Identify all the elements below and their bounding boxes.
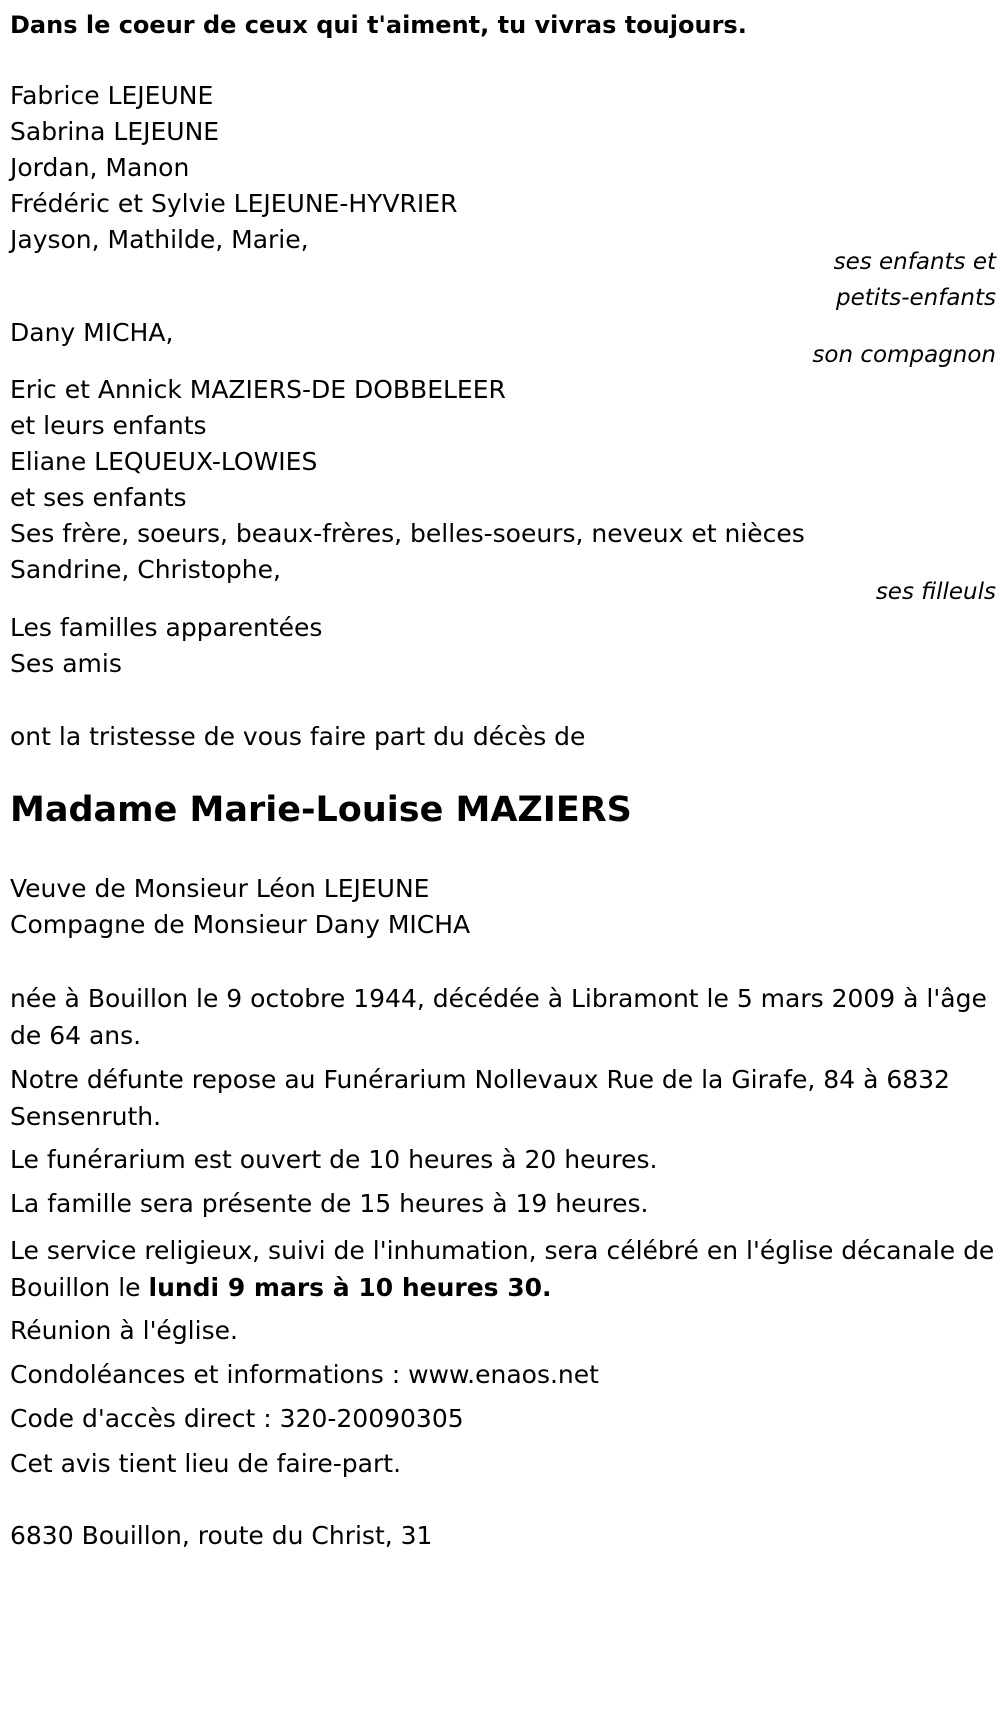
family-line: et leurs enfants xyxy=(10,411,207,440)
child-line: Sabrina LEJEUNE xyxy=(10,117,220,146)
family-line: et ses enfants xyxy=(10,483,187,512)
service-date: lundi 9 mars à 10 heures 30. xyxy=(148,1273,552,1302)
child-line: Jordan, Manon xyxy=(10,153,190,182)
companion-line: Dany MICHA, xyxy=(10,318,174,347)
godchildren-role: ses filleuls xyxy=(875,579,996,605)
opening-hours: Le funérarium est ouvert de 10 heures à 20 heures. xyxy=(10,1145,658,1174)
others-line: Ses amis xyxy=(10,649,122,678)
children-role: petits-enfants xyxy=(836,285,996,311)
family-line: Eric et Annick MAZIERS-DE DOBBELEER xyxy=(10,375,506,404)
child-line: Jayson, Mathilde, Marie, xyxy=(10,225,309,254)
rest-place: Notre défunte repose au Funérarium Nollevaux Rue de la Girafe, 84 à 6832 Sensenruth. xyxy=(10,1065,950,1131)
service-paragraph xyxy=(10,1232,996,1306)
condolences: Condoléances et informations : www.enaos.net xyxy=(10,1360,599,1389)
epigraph: Dans le coeur de ceux qui t'aiment, tu vivras toujours. xyxy=(10,11,747,39)
meeting: Réunion à l'église. xyxy=(10,1316,238,1345)
family-line: Eliane LEQUEUX-LOWIES xyxy=(10,447,318,476)
family-line: Sandrine, Christophe, xyxy=(10,555,281,584)
family-line: Ses frère, soeurs, beaux-frères, belles-soeurs, neveux et nièces xyxy=(10,519,805,548)
others-line: Les familles apparentées xyxy=(10,613,323,642)
companion-role: son compagnon xyxy=(812,342,996,368)
child-line: Fabrice LEJEUNE xyxy=(10,81,214,110)
family-presence: La famille sera présente de 15 heures à 19 heures. xyxy=(10,1189,649,1218)
relation-line: Compagne de Monsieur Dany MICHA xyxy=(10,910,471,939)
announcement: ont la tristesse de vous faire part du décès de xyxy=(10,722,586,751)
access-code: Code d'accès direct : 320-20090305 xyxy=(10,1404,464,1433)
notice: Cet avis tient lieu de faire-part. xyxy=(10,1449,402,1478)
birth-death: née à Bouillon le 9 octobre 1944, décédée à Libramont le 5 mars 2009 à l'âge de 64 ans. xyxy=(10,984,987,1050)
child-line: Frédéric et Sylvie LEJEUNE-HYVRIER xyxy=(10,189,458,218)
children-role: ses enfants et xyxy=(833,249,996,275)
relation-line: Veuve de Monsieur Léon LEJEUNE xyxy=(10,874,430,903)
deceased-name: Madame Marie-Louise MAZIERS xyxy=(10,790,632,830)
address: 6830 Bouillon, route du Christ, 31 xyxy=(10,1521,433,1550)
service-text: Le service religieux, suivi de l'inhumation, sera célébré en l'église décanale de Bouillon le xyxy=(10,1236,995,1302)
